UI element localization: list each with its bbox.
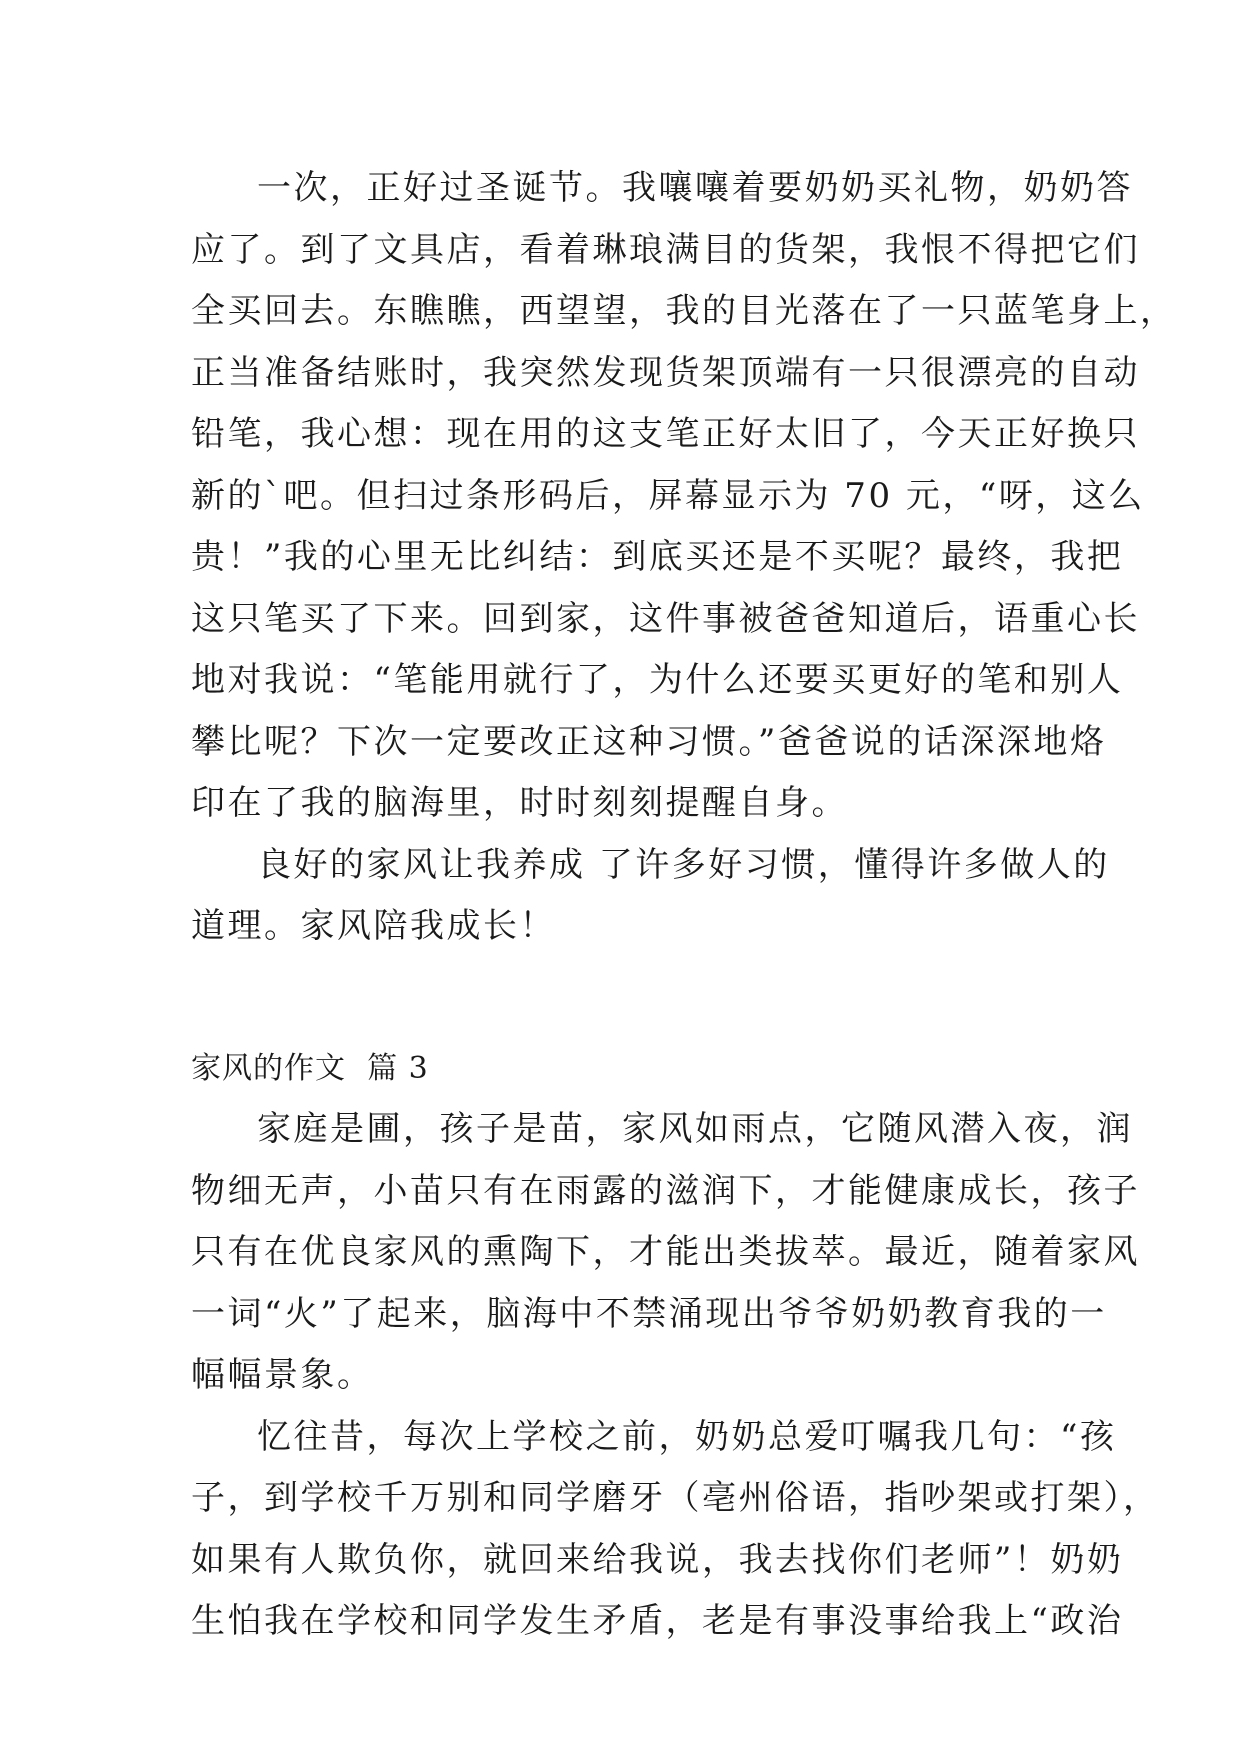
text-line: 贵！”我的心里无比纠结：到底买还是不买呢？最终，我把 [191, 537, 1124, 577]
text-line: 生怕我在学校和同学发生矛盾，老是有事没事给我上“政治 [191, 1601, 1124, 1641]
text-line: 应了。到了文具店，看着琳琅满目的货架，我恨不得把它们 [191, 229, 1140, 270]
section-heading: 家风的作文 篇 3 [191, 1050, 429, 1086]
text-line: 一词“火”了起来，脑海中不禁涌现出爷爷奶奶教育我的一 [191, 1293, 1107, 1334]
text-line: 幅幅景象。 [191, 1355, 374, 1395]
document-page [191, 158, 1177, 1653]
section-gap [191, 958, 1051, 1038]
text-line: 如果有人欺负你，就回来给我说，我去找你们老师”！奶奶 [191, 1539, 1124, 1580]
text-line: 地对我说：“笔能用就行了，为什么还要买更好的笔和别人 [191, 660, 1124, 700]
text-line: 家庭是圃，孩子是苗，家风如雨点，它随风潜入夜，润 [257, 1109, 1133, 1149]
text-line: 良好的家风让我养成 了许多好习惯，懂得许多做人的 [257, 844, 1110, 885]
text-line: 这只笔买了下来。回到家，这件事被爸爸知道后，语重心长 [191, 598, 1140, 639]
text-line: 新的`吧。但扫过条形码后，屏幕显示为 70 元，“呀，这么 [191, 475, 1145, 516]
text-line: 攀比呢？下次一定要改正这种习惯。”爸爸说的话深深地烙 [191, 721, 1107, 762]
text-line: 印在了我的脑海里，时时刻刻提醒自身。 [191, 783, 848, 823]
text-line: 正当准备结账时，我突然发现货架顶端有一只很漂亮的自动 [191, 352, 1140, 393]
paragraph-family-garden [191, 1099, 1140, 1407]
text-line: 全买回去。东瞧瞧，西望望，我的目光落在了一只蓝笔身上， [191, 291, 1177, 331]
text-line: 物细无声，小苗只有在雨露的滋润下，才能健康成长，孩子 [191, 1170, 1140, 1211]
paragraph-grandma-advice [191, 1407, 1160, 1653]
paragraph-christmas-pencil [191, 158, 1177, 835]
paragraph-conclusion [191, 835, 1110, 958]
text-line: 一次，正好过圣诞节。我嚷嚷着要奶奶买礼物，奶奶答 [257, 168, 1133, 208]
text-line: 铅笔，我心想：现在用的这支笔正好太旧了，今天正好换只 [191, 414, 1140, 454]
text-line: 道理。家风陪我成长！ [191, 906, 556, 946]
text-line: 子，到学校千万别和同学磨牙（亳州俗语，指吵架或打架）， [191, 1478, 1160, 1518]
text-line: 只有在优良家风的熏陶下，才能出类拔萃。最近，随着家风 [191, 1232, 1140, 1272]
text-line: 忆往昔，每次上学校之前，奶奶总爱叮嘱我几句：“孩 [257, 1416, 1117, 1457]
